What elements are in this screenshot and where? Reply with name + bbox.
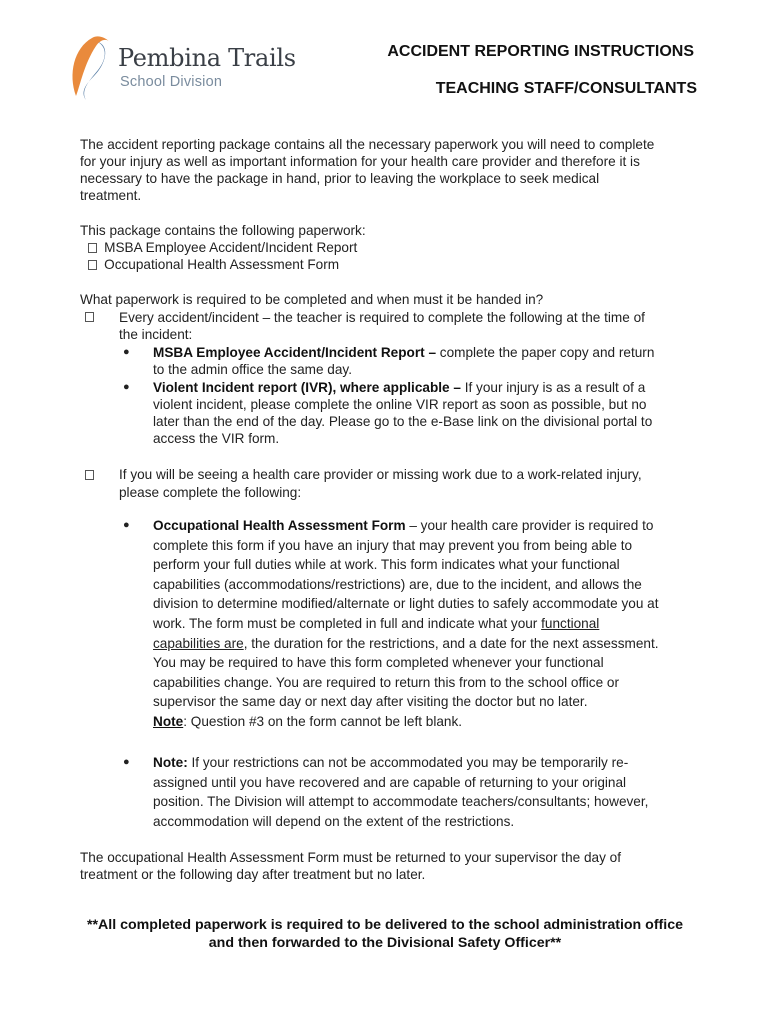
- bullet-icon: ●: [123, 756, 130, 768]
- bullet-text: work. The form must be completed in full and indicate what your: [153, 615, 542, 631]
- bullet-text: position. The Division will attempt to accommodate teachers/consultants; however,: [153, 794, 649, 810]
- checkbox-icon: [88, 260, 97, 270]
- logo-name: Pembina Trails: [118, 44, 296, 72]
- final-line: **All completed paperwork is required to be delivered to the school administration office: [87, 917, 683, 933]
- item1-bullet1: [153, 344, 698, 378]
- checkbox-icon: [85, 470, 94, 480]
- item1-bullet2: [153, 379, 698, 447]
- final-line: and then forwarded to the Divisional Safety Officer**: [208, 935, 562, 951]
- bullet-text: capabilities (accommodations/restrictions) are, due to the incident, and allows the: [153, 576, 642, 592]
- item2-bullet1: [153, 516, 698, 732]
- bullet-text: complete the paper copy and return: [436, 345, 655, 360]
- intro-line: treatment.: [80, 188, 142, 203]
- closing-paragraph: [80, 849, 700, 883]
- package-item-label: MSBA Employee Accident/Incident Report: [104, 240, 358, 255]
- note-text: : Question #3 on the form cannot be left blank.: [183, 713, 463, 729]
- bullet-text: perform your full duties while at work. This form indicates what your functional: [153, 557, 620, 573]
- note-label: Note: [153, 713, 184, 729]
- bullet-bold: Occupational Health Assessment Form: [153, 518, 406, 533]
- bullet-text: complete this form if you have an injury that may prevent you from being able to: [153, 537, 633, 553]
- underlined-text: capabilities are: [153, 635, 244, 651]
- intro-line: for your injury as well as important information for your health care provider and therefore it is: [80, 154, 640, 169]
- bullet-bold: Note:: [153, 755, 188, 770]
- item1-text: [119, 309, 645, 343]
- item2-text: [119, 466, 642, 502]
- package-heading: This package contains the following paperwork:: [80, 223, 366, 238]
- final-notice: [60, 916, 710, 952]
- checkbox-icon: [88, 243, 97, 253]
- bullet-text: , the duration for the restrictions, and a date for the next assessment.: [243, 635, 659, 651]
- intro-line: The accident reporting package contains all the necessary paperwork you will need to complete: [80, 137, 655, 152]
- intro-line: necessary to have the package in hand, prior to leaving the workplace to seek medical: [80, 171, 600, 186]
- school-logo: [66, 34, 296, 104]
- bullet-text: If your restrictions can not be accommodated you may be temporarily re-: [187, 755, 629, 770]
- bullet-icon: ●: [123, 346, 130, 358]
- bullet-text: supervisor the same day or next day after visiting the doctor but no later.: [153, 694, 588, 710]
- bullet-text: – your health care provider is required to: [405, 518, 654, 533]
- package-item: [80, 256, 700, 273]
- page-subtitle: TEACHING STAFF/CONSULTANTS: [435, 80, 697, 97]
- bullet-text: later than the end of the day. Please go to the e-Base link on the divisional portal to: [153, 414, 653, 429]
- bullet-icon: ●: [123, 381, 130, 393]
- item1-line: the incident:: [119, 327, 193, 342]
- bullet-text: assigned until you have recovered and are capable of returning to your original: [153, 774, 627, 790]
- bullet-bold: MSBA Employee Accident/Incident Report –: [153, 345, 436, 360]
- intro-paragraph: [80, 136, 700, 204]
- bullet-text: access the VIR form.: [153, 431, 280, 446]
- bullet-text: division to determine modified/alternate or light duties to safely accommodate you at: [153, 596, 659, 612]
- package-item-label: Occupational Health Assessment Form: [104, 257, 340, 272]
- package-item: [80, 239, 700, 256]
- item1-line: Every accident/incident – the teacher is required to complete the following at the time of: [119, 310, 645, 325]
- bullet-text: to the admin office the same day.: [153, 362, 352, 377]
- logo-subtitle: School Division: [120, 74, 223, 90]
- bullet-text: capabilities change. You are required to return this from to the school office or: [153, 674, 619, 690]
- page-title: ACCIDENT REPORTING INSTRUCTIONS: [387, 43, 694, 60]
- bullet-text: You may be required to have this form completed whenever your functional: [153, 655, 604, 671]
- package-section: [80, 222, 700, 273]
- bullet-bold: Violent Incident report (IVR), where applicable –: [153, 380, 461, 395]
- bullet-text: violent incident, please complete the online VIR report as soon as possible, but no: [153, 397, 647, 412]
- logo-swirl-icon: [66, 34, 118, 104]
- underlined-text: functional: [541, 615, 600, 631]
- closing-line: treatment or the following day after treatment but no later.: [80, 867, 426, 882]
- item2-bullet2: [153, 753, 698, 831]
- item2-line: please complete the following:: [119, 485, 302, 500]
- closing-line: The occupational Health Assessment Form must be returned to your supervisor the day of: [80, 850, 621, 865]
- required-heading: What paperwork is required to be completed and when must it be handed in?: [80, 292, 544, 307]
- bullet-text: accommodation will depend on the extent of the restrictions.: [153, 813, 515, 829]
- bullet-text: If your injury is as a result of a: [460, 380, 646, 395]
- item2-line: If you will be seeing a health care provider or missing work due to a work-related injury,: [119, 467, 642, 482]
- bullet-icon: ●: [123, 519, 130, 531]
- checkbox-icon: [85, 312, 94, 322]
